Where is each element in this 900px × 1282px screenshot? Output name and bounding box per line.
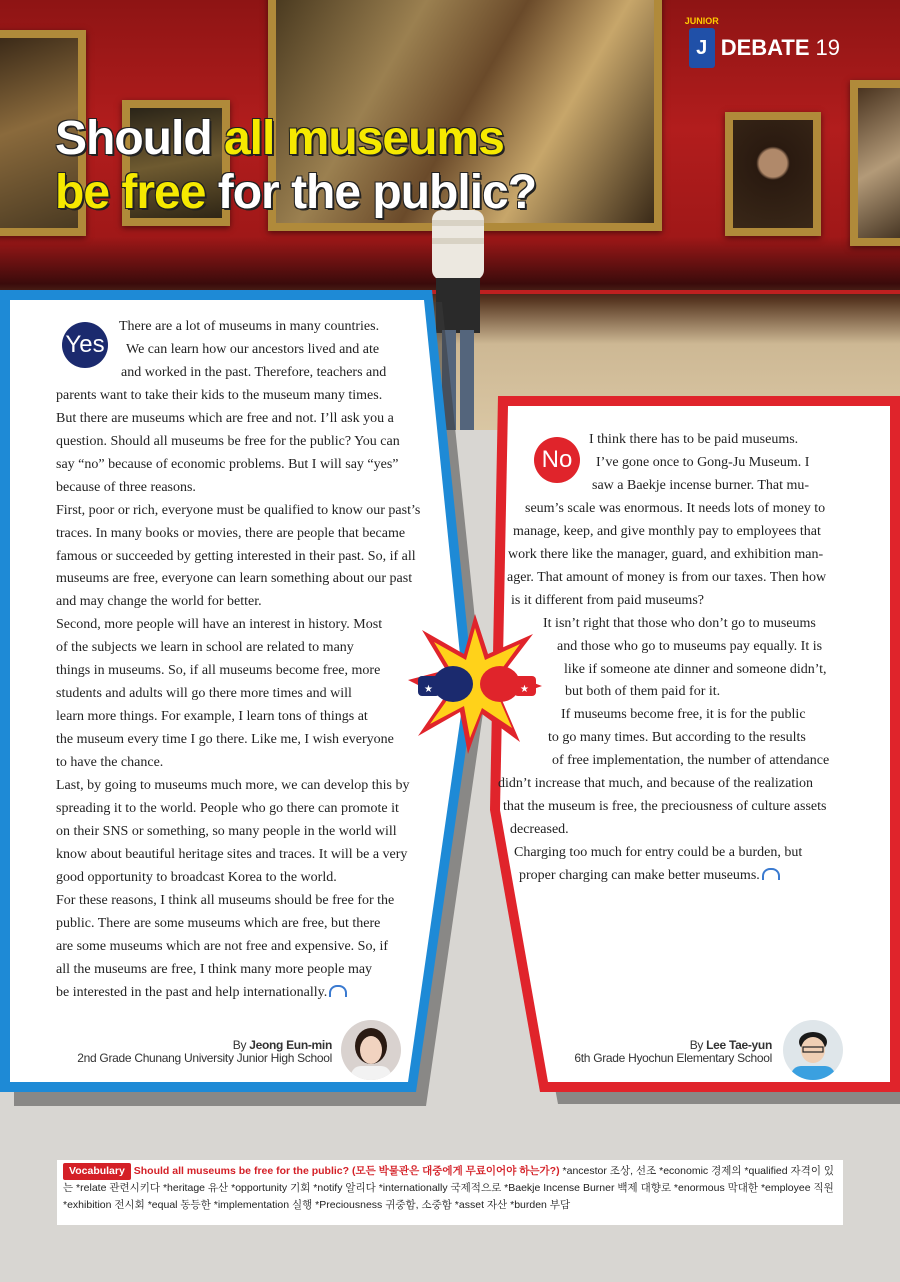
headphones-icon	[329, 985, 347, 997]
article-line: proper charging can make better museums.	[519, 865, 780, 888]
no-badge: No	[534, 437, 580, 483]
no-author-avatar	[783, 1020, 843, 1080]
article-line: public. There are some museums which are free, but there	[56, 915, 381, 931]
article-line: manage, keep, and give monthly pay to employees that	[513, 523, 821, 539]
brand-top: JUNIOR	[684, 16, 719, 26]
painting-frame	[850, 80, 900, 246]
article-line: seum’s scale was enormous. It needs lots of money to	[525, 500, 826, 516]
article-line: all the museums are free, I think many more people may	[56, 961, 373, 977]
vocabulary-tag: Vocabulary	[63, 1163, 131, 1180]
article-line: are some museums which are not free and expensive. So, if	[56, 938, 389, 954]
vocabulary-terms: *ancestor 조상, 선조 *economic 경제의 *qualified 자격이 있는 *relate 관련시키다 *heritage 유산 *opportunity 기회 *notify 알리다 *internationally 국제적으로 *Baekje Incense Burner 백제 대향로 *enormous 막대한 *employee 직원 *exhibition 전시회 *equal 동등한 *implementation 실행 *Preciousness 귀중함, 소중함 *asset 자산 *burden 부담	[63, 1165, 835, 1211]
article-line: things in museums. So, if all museums become free, more	[56, 663, 381, 679]
article-line: and may change the world for better.	[56, 594, 262, 610]
article-line: We can learn how our ancestors lived and ate	[126, 341, 380, 357]
boxing-gloves-icon	[408, 614, 542, 754]
yes-badge: Yes	[62, 322, 108, 368]
article-line: saw a Baekje incense burner. That mu-	[592, 477, 810, 493]
article-line: I’ve gone once to Gong-Ju Museum. I	[596, 454, 810, 470]
article-line: and worked in the past. Therefore, teachers and	[121, 364, 387, 380]
article-line: famous or succeeded by getting interested in their past. So, if all	[56, 548, 416, 564]
article-line: that the museum is free, the preciousness of culture assets	[503, 799, 827, 815]
brand-letter: J	[696, 36, 708, 59]
article-line: say “no” because of economic problems. But I will say “yes”	[56, 456, 399, 472]
article-line: It isn’t right that those who don’t go to museums	[543, 615, 816, 631]
article-line: Second, more people will have an interest in history. Most	[56, 617, 383, 633]
article-line: For these reasons, I think all museums should be free for the	[56, 892, 395, 908]
article-line: students and adults will go there more times and will	[56, 686, 352, 702]
svg-text:★: ★	[520, 684, 529, 695]
yes-byline	[60, 1039, 332, 1065]
article-line: because of three reasons.	[56, 479, 196, 495]
article-line: I think there has to be paid museums.	[589, 432, 799, 447]
article-line: If museums become free, it is for the public	[561, 707, 806, 723]
article-line: didn’t increase that much, and because of the realization	[498, 776, 813, 792]
title-part: be free	[55, 166, 206, 219]
article-line: There are a lot of museums in many countries.	[119, 319, 380, 334]
article-line: spreading it to the world. People who go there can promote it	[56, 800, 399, 816]
article-line: First, poor or rich, everyone must be qualified to know our past’s	[56, 502, 421, 518]
article-line: museums are free, everyone can learn something about our past	[56, 571, 413, 587]
article-line: But there are museums which are free and not. I’ll ask you a	[56, 410, 394, 426]
article-line: Charging too much for entry could be a burden, but	[514, 845, 803, 861]
article-line: decreased.	[510, 822, 569, 838]
article-line: be interested in the past and help internationally.	[56, 982, 347, 1005]
article-line: work there like the manager, guard, and exhibition man-	[508, 546, 824, 562]
article-line: learn more things. For example, I learn tons of things at	[56, 709, 368, 725]
article-line: is it different from paid museums?	[511, 592, 704, 608]
title-part: for the public?	[205, 166, 537, 219]
section-name: DEBATE	[720, 35, 810, 60]
page-title	[55, 112, 536, 220]
article-line: parents want to take their kids to the museum many times.	[56, 387, 383, 403]
article-line: ager. That amount of money is from our taxes. Then how	[507, 569, 827, 585]
article-line: the museum every time I go there. Like me, I wish everyone	[56, 732, 394, 748]
junior-j-icon	[684, 16, 719, 68]
by-label: By	[689, 1038, 707, 1052]
article-line: and those who go to museums pay equally. It is	[557, 638, 823, 654]
headphones-icon	[762, 868, 780, 880]
by-label: By	[232, 1038, 250, 1052]
title-part: all museums	[223, 112, 504, 165]
no-school: 6th Grade Hyochun Elementary School	[574, 1051, 772, 1065]
vocabulary-box	[57, 1160, 843, 1225]
vocabulary-question: Should all museums be free for the public? (모든 박물관은 대중에게 무료이어야 하는가?)	[133, 1165, 560, 1177]
title-part: Should	[55, 112, 224, 165]
article-line: Last, by going to museums much more, we can develop this by	[56, 778, 410, 793]
article-line: but both of them paid for it.	[565, 684, 721, 700]
yes-author-avatar	[341, 1020, 401, 1080]
painting-frame	[725, 112, 821, 236]
article-line: traces. In many books or movies, there are people that became	[56, 525, 406, 541]
article-line: know about beautiful heritage sites and traces. It will be a very	[56, 846, 408, 862]
article-line: of the subjects we learn in school are related to many	[56, 640, 354, 656]
article-line: like if someone ate dinner and someone didn’t,	[564, 661, 827, 677]
article-line: of free implementation, the number of attendance	[552, 753, 830, 769]
no-byline	[500, 1039, 772, 1065]
yes-school: 2nd Grade Chunang University Junior High School	[77, 1051, 332, 1065]
article-line: to go many times. But according to the results	[548, 730, 806, 746]
section-logo	[684, 16, 840, 68]
svg-text:★: ★	[424, 684, 433, 695]
article-line: on their SNS or something, so many people in the world will	[56, 823, 397, 839]
no-author: Lee Tae-yun	[706, 1038, 772, 1052]
article-line: to have the chance.	[56, 755, 164, 771]
article-line: question. Should all museums be free for the public? You can	[56, 433, 400, 449]
yes-author: Jeong Eun-min	[249, 1038, 332, 1052]
article-line: good opportunity to broadcast Korea to the world.	[56, 869, 337, 885]
page-number: 19	[815, 35, 840, 60]
